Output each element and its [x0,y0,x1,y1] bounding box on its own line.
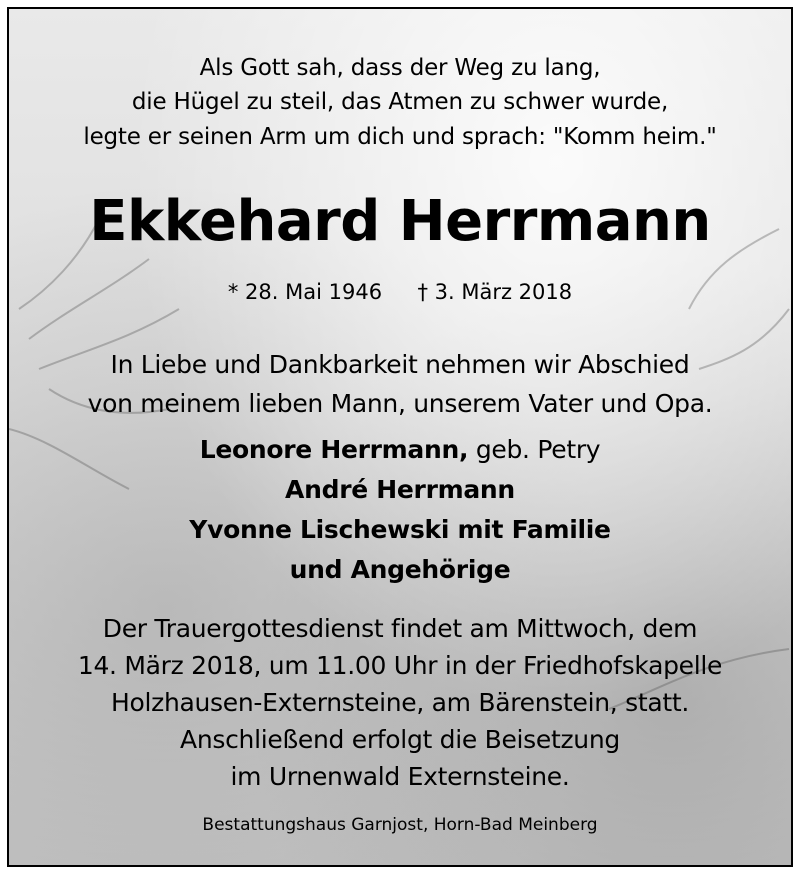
deceased-name: Ekkehard Herrmann [89,189,711,254]
family-member-1 [9,435,791,464]
service-line-1: Der Trauergottesdienst findet am Mittwoch, dem [102,614,698,643]
service-line-3: Holzhausen-Externsteine, am Bärenstein, statt. [110,688,689,717]
service-line-5: im Urnenwald Externsteine. [230,762,570,791]
family-member-2: André Herrmann [285,475,515,504]
family-member-4: und Angehörige [289,555,511,584]
family-member-1-name: Leonore Herrmann, [199,435,469,464]
funeral-home: Bestattungshaus Garnjost, Horn-Bad Meinberg [202,815,598,835]
service-line-4: Anschließend erfolgt die Beisetzung [180,725,620,754]
poem-line-3: legte er seinen Arm um dich und sprach: "Komm heim." [83,124,717,150]
poem-line-2: die Hügel zu steil, das Atmen zu schwer wurde, [131,89,669,115]
family-member-3: Yvonne Lischewski mit Familie [189,515,611,544]
obituary-frame [7,7,793,867]
life-dates [9,280,791,304]
farewell-line-1: In Liebe und Dankbarkeit nehmen wir Abschied [110,350,690,379]
birth-date: * 28. Mai 1946 [227,280,383,304]
poem-line-1: Als Gott sah, dass der Weg zu lang, [199,55,601,81]
service-line-2: 14. März 2018, um 11.00 Uhr in der Friedhofskapelle [77,651,723,680]
family-member-1-suffix: geb. Petry [468,435,601,464]
death-date: † 3. März 2018 [417,280,573,304]
farewell-line-2: von meinem lieben Mann, unserem Vater und Opa. [87,389,713,418]
